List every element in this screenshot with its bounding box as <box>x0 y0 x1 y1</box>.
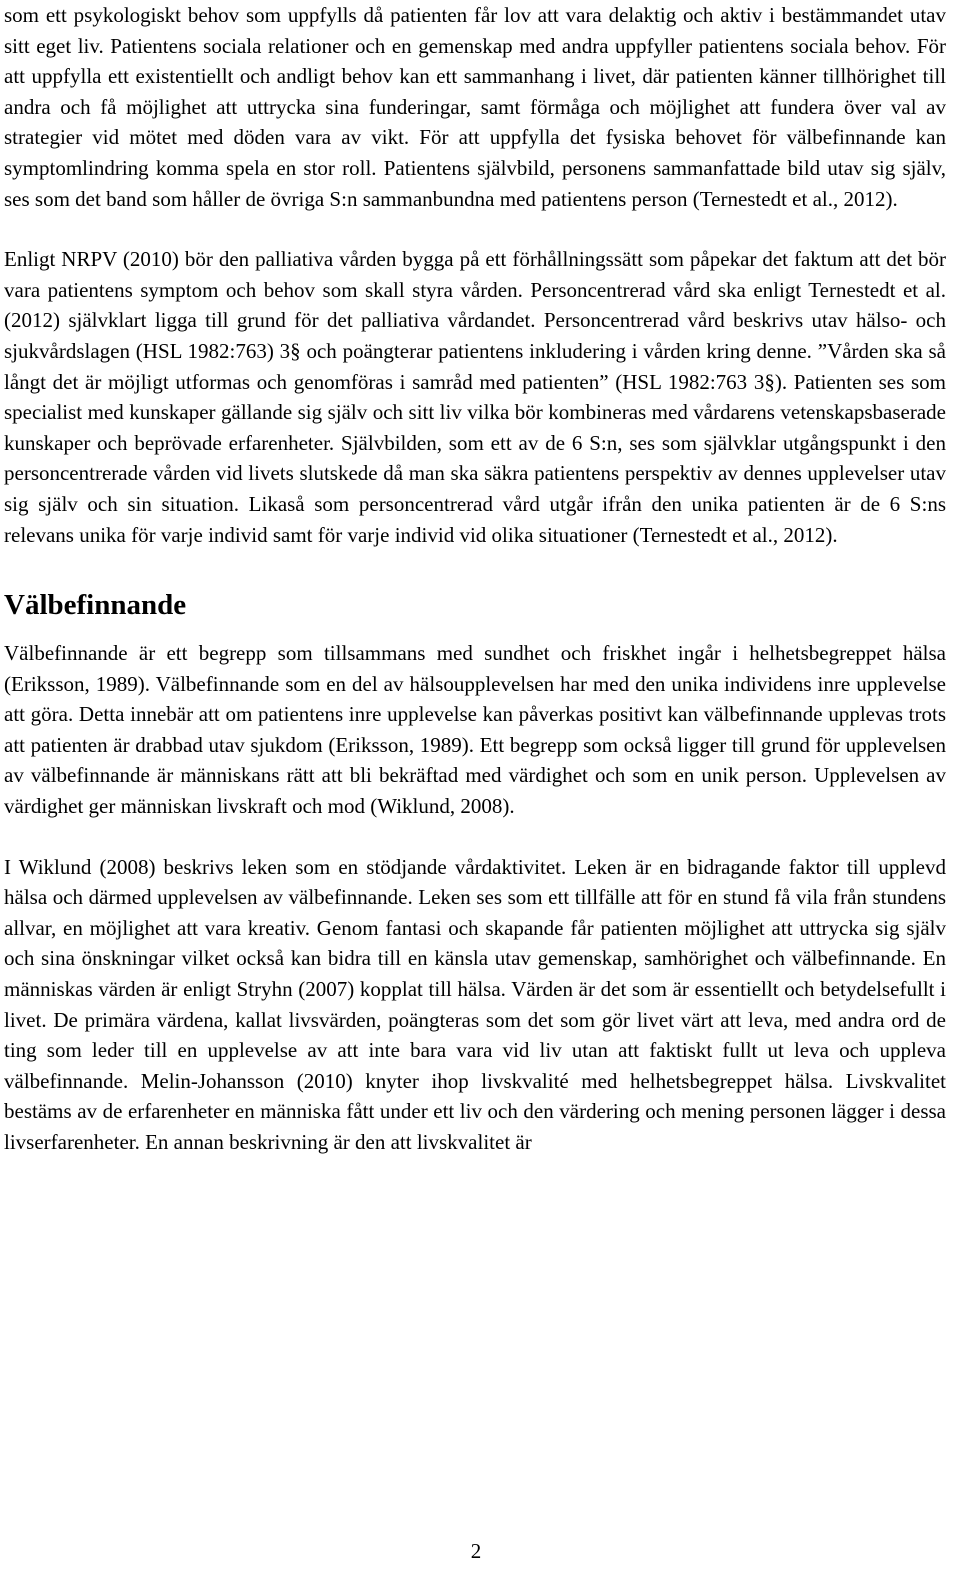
page-number: 2 <box>470 1539 482 1563</box>
section-heading: Välbefinnande <box>4 589 187 622</box>
body-paragraph: som ett psykologiskt behov som uppfylls då patienten får lov att vara delaktig och aktiv i bestämmandet utav sitt eget liv. Patientens sociala relationer och en gemenskap med andra uppfyller patientens sociala behov. För att uppfylla ett existentiellt och andligt behov kan ett sammanhang i livet, där patienten känner tillhörighet till andra och få möjlighet att uttrycka sina funderingar, samt förmåga och möjlighet att fundera över val av strategier vid mötet med döden vara av vikt. För att uppfylla det fysiska behovet för välbefinnande kan symptomlindring komma spela en stor roll. Patientens självbild, personens sammanfattade bild utav sig själv, ses som det band som håller de övriga S:n sammanbundna med patientens person (Ternestedt et al., 2012). <box>4 3 946 211</box>
body-paragraph: I Wiklund (2008) beskrivs leken som en stödjande vårdaktivitet. Leken är en bidragande faktor till upplevd hälsa och därmed upplevelsen av välbefinnande. Leken ses som ett tillfälle att för en stund få vila från stundens allvar, en möjlighet att vara kreativ. Genom fantasi och skapande får patienten möjlighet att uttrycka sig själv och sina önskningar vilket också kan bidra till en känsla utav gemenskap, samhörighet och välbefinnande. En människas värden är enligt Stryhn (2007) kopplat till hälsa. Värden är det som är essentiellt och betydelsefullt i livet. De primära värdena, kallat livsvärden, poängteras som det som gör livet värt att leva, med andra ord de ting som leder till en upplevelse av att inte bara vara vid liv utan att faktiskt fullt ut leva och uppleva välbefinnande. Melin-Johansson (2010) knyter ihop livskvalité med helhetsbegreppet hälsa. Livskvalitet bestäms av de erfarenheter en människa fått under ett liv och den värdering och mening personen lägger i dessa livserfarenheter. En annan beskrivning är den att livskvalitet är <box>4 854 946 1154</box>
document-body <box>4 0 946 1158</box>
body-paragraph: Välbefinnande är ett begrepp som tillsammans med sundhet och friskhet ingår i helhetsbegreppet hälsa (Eriksson, 1989). Välbefinnande som en del av hälsoupplevelsen har med den unika individens inre upplevelse att göra. Detta innebär att om patientens inre upplevelse kan påverkas positivt kan välbefinnande upplevas trots att patienten är drabbad utav sjukdom (Eriksson, 1989). Ett begrepp som också ligger till grund för upplevelsen av välbefinnande är människans rätt att bli bekräftad med värdighet och som en unik person. Upplevelsen av värdighet ger människan livskraft och mod (Wiklund, 2008). <box>4 641 946 819</box>
body-paragraph: Enligt NRPV (2010) bör den palliativa vården bygga på ett förhållningssätt som påpekar det faktum att det bör vara patientens symptom och behov som skall styra vården. Personcentrerad vård ska enligt Ternestedt et al. (2012) självklart ligga till grund för det palliativa vårdandet. Personcentrerad vård beskrivs utav hälso- och sjukvårdslagen (HSL 1982:763) 3§ och poängterar patientens inkludering i vården kring denne. ”Vården ska så långt det är möjligt utformas och genomföras i samråd med patienten” (HSL 1982:763 3§). Patienten ses som specialist med kunskaper gällande sig själv och sitt liv vilka bör kombineras med vårdarens vetenskapsbaserade kunskaper och beprövade erfarenheter. Självbilden, som ett av de 6 S:n, ses som självklar utgångspunkt i den personcentrerade vården vid livets slutskede då man ska säkra patientens perspektiv av dennes upplevelser utav sig själv och sin situation. Likaså som personcentrerad vård utgår ifrån den unika patienten är de 6 S:ns relevans unika för varje individ samt för varje individ vid olika situationer (Ternestedt et al., 2012). <box>4 247 946 547</box>
